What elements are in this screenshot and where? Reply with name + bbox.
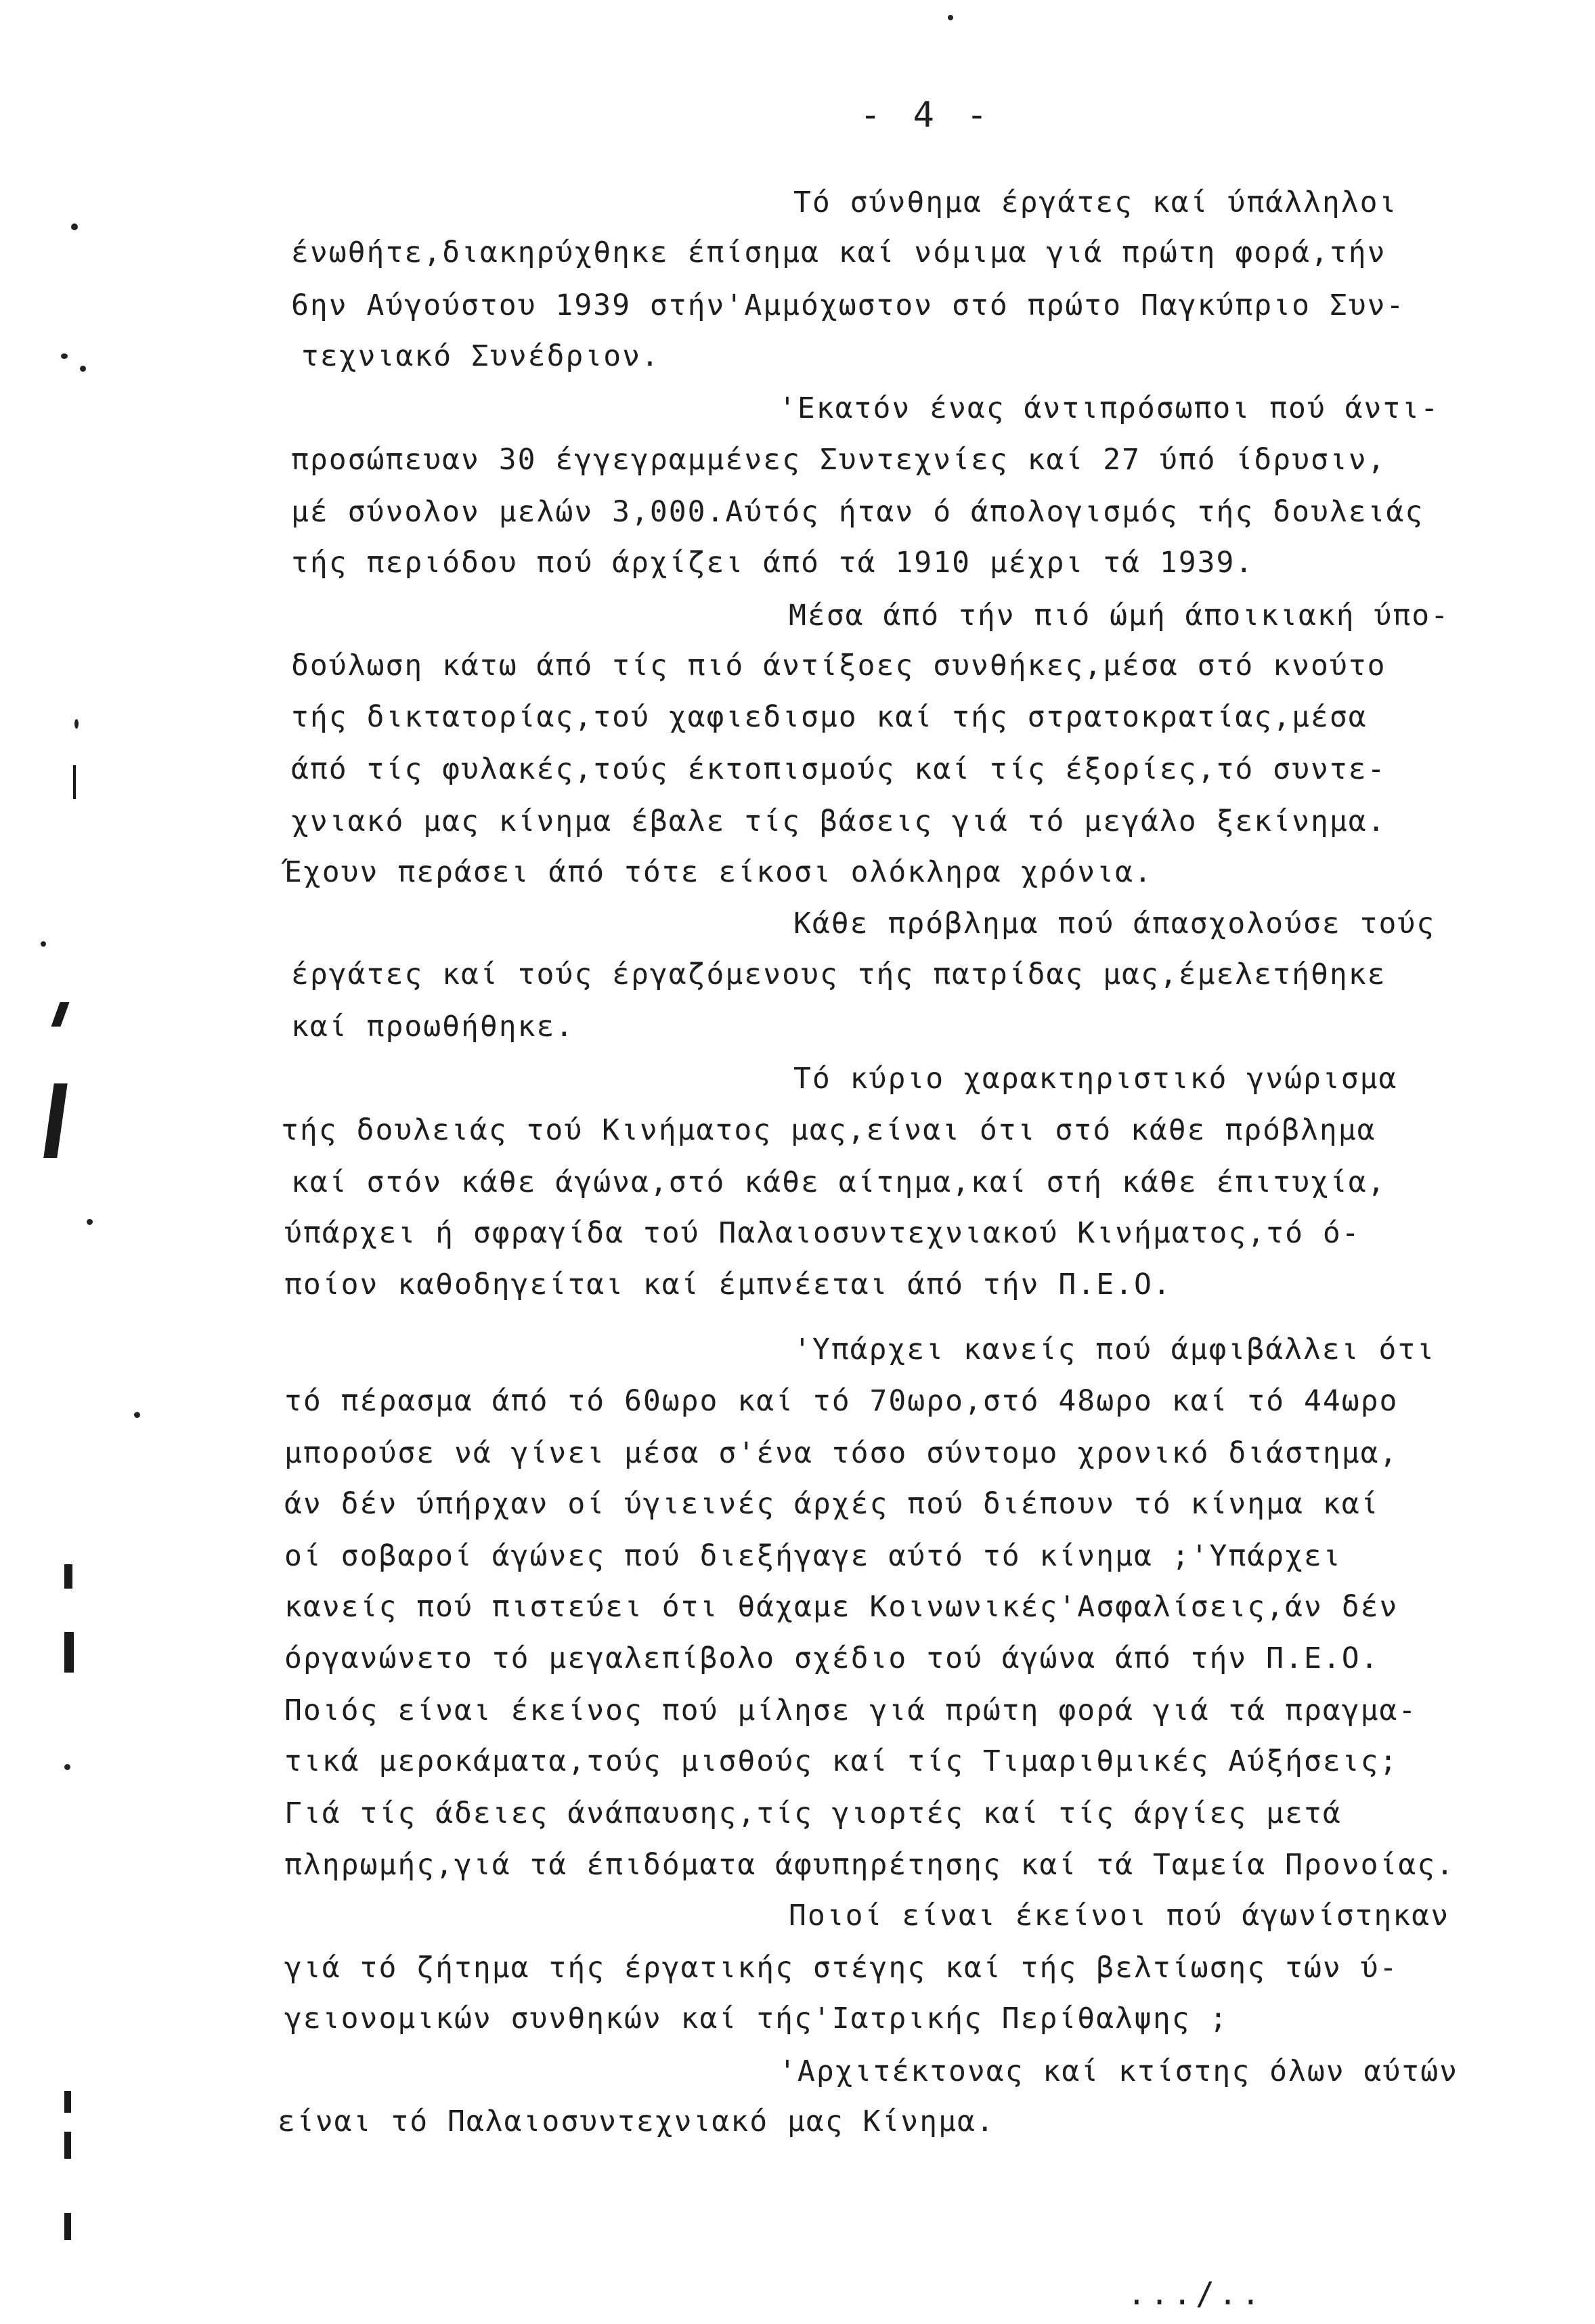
- text-line: οί σοβαροί άγώνες πού διεξήγαγε αύτό τό κίνημα ;'Υπάρχει: [284, 1539, 1342, 1573]
- text-line: Έχουν περάσει άπό τότε είκοσι ολόκληρα χρόνια.: [284, 855, 1153, 889]
- text-line: τής δουλειάς τού Κινήματος μας,είναι ότι στό κάθε πρόβλημα: [281, 1113, 1376, 1147]
- text-line: καί προωθήθηκε.: [291, 1010, 575, 1043]
- scan-mark: [73, 765, 76, 799]
- text-line: ποίον καθοδηγείται καί έμπνέεται άπό τήν Π.Ε.Ο.: [284, 1268, 1172, 1301]
- scan-mark: [64, 2091, 71, 2113]
- text-line: Τό κύριο χαρακτηριστικό γνώρισμα: [793, 1062, 1398, 1096]
- text-line: τεχνιακό Συνέδριον.: [301, 339, 660, 373]
- text-line: καί στόν κάθε άγώνα,στό κάθε αίτημα,καί στή κάθε έπιτυχία,: [291, 1165, 1386, 1199]
- text-line: 'Εκατόν ένας άντιπρόσωποι πού άντι-: [779, 391, 1440, 425]
- text-line: Κάθε πρόβλημα πού άπασχολούσε τούς: [793, 907, 1436, 941]
- text-line: άν δέν ύπήρχαν οί ύγιεινές άρχές πού διέπουν τό κίνημα καί: [284, 1487, 1380, 1521]
- text-line: 6ην Αύγούστου 1939 στήν'Αμμόχωστον στό πρώτο Παγκύπριο Συν-: [291, 288, 1405, 322]
- text-line: κανείς πού πιστεύει ότι θάχαμε Κοινωνικές'Ασφαλίσεις,άν δέν: [284, 1590, 1399, 1624]
- text-line: προσώπευαν 30 έγγεγραμμένες Συντεχνίες καί 27 ύπό ίδρυσιν,: [291, 443, 1386, 477]
- text-line: άπό τίς φυλακές,τούς έκτοπισμούς καί τίς έξορίες,τό συντε-: [291, 752, 1386, 786]
- text-line: τής περιόδου πού άρχίζει άπό τά 1910 μέχρι τά 1939.: [291, 546, 1254, 580]
- scan-speck: [134, 1412, 140, 1418]
- text-line: δούλωση κάτω άπό τίς πιό άντίξοες συνθήκες,μέσα στό κνούτο: [291, 649, 1386, 683]
- text-line: ένωθήτε,διακηρύχθηκε έπίσημα καί νόμιμα γιά πρώτη φορά,τήν: [291, 236, 1386, 270]
- continuation-mark: .../..: [1127, 2275, 1265, 2312]
- text-line: Ποιοί είναι έκείνοι πού άγωνίστηκαν: [789, 1899, 1450, 1933]
- text-line: μέ σύνολον μελών 3,000.Αύτός ήταν ό άπολογισμός τής δουλειάς: [291, 495, 1424, 529]
- scan-speck: [74, 719, 79, 729]
- text-line: Ποιός είναι έκείνος πού μίλησε γιά πρώτη φορά γιά τά πραγμα-: [284, 1694, 1418, 1727]
- text-line: πληρωμής,γιά τά έπιδόματα άφυπηρέτησης καί τά Ταμεία Προνοίας.: [284, 1848, 1456, 1882]
- scan-mark: [64, 1564, 72, 1589]
- text-line: Μέσα άπό τήν πιό ώμή άποικιακή ύπο-: [789, 599, 1450, 632]
- text-line: τό πέρασμα άπό τό 60ωρο καί τό 70ωρο,στό 48ωρο καί τό 44ωρο: [284, 1384, 1399, 1418]
- scan-speck: [87, 1219, 93, 1225]
- text-line: τικά μεροκάματα,τούς μισθούς καί τίς Τιμαριθμικές Αύξήσεις;: [284, 1744, 1399, 1778]
- page-number: - 4 -: [860, 95, 993, 135]
- scan-speck: [948, 15, 953, 20]
- scan-mark: [64, 1632, 74, 1673]
- text-line: μπορούσε νά γίνει μέσα σ'ένα τόσο σύντομο χρονικό διάστημα,: [284, 1436, 1399, 1470]
- text-line: γειονομικών συνθηκών καί τής'Ιατρικής Περίθαλψης ;: [284, 2002, 1229, 2036]
- text-line: είναι τό Παλαιοσυντεχνιακό μας Κίνημα.: [278, 2105, 995, 2138]
- text-line: έργάτες καί τούς έργαζόμενους τής πατρίδας μας,έμελετήθηκε: [291, 957, 1386, 991]
- scan-speck: [64, 1764, 70, 1770]
- text-line: 'Υπάρχει κανείς πού άμφιβάλλει ότι: [793, 1333, 1436, 1367]
- text-line: τής δικτατορίας,τού χαφιεδισμο καί τής στρατοκρατίας,μέσα: [291, 700, 1368, 734]
- scan-mark: [51, 1002, 69, 1027]
- scan-speck: [61, 353, 68, 359]
- text-line: χνιακό μας κίνημα έβαλε τίς βάσεις γιά τό μεγάλο ξεκίνημα.: [291, 804, 1386, 838]
- text-line: Τό σύνθημα έργάτες καί ύπάλληλοι: [793, 186, 1398, 219]
- scan-speck: [41, 941, 46, 947]
- text-line: 'Αρχιτέκτονας καί κτίστης όλων αύτών: [779, 2054, 1458, 2088]
- text-line: όργανώνετο τό μεγαλεπίβολο σχέδιο τού άγώνα άπό τήν Π.Ε.Ο.: [284, 1641, 1380, 1675]
- scan-speck: [80, 366, 86, 372]
- text-line: Γιά τίς άδειες άνάπαυσης,τίς γιορτές καί τίς άργίες μετά: [284, 1796, 1342, 1830]
- scan-speck: [71, 223, 78, 230]
- scan-mark: [64, 2132, 71, 2159]
- scan-mark: [43, 1083, 67, 1158]
- text-line: γιά τό ζήτημα τής έργατικής στέγης καί τής βελτίωσης τών ύ-: [284, 1951, 1399, 1985]
- text-line: ύπάρχει ή σφραγίδα τού Παλαιοσυντεχνιακού Κινήματος,τό ό-: [284, 1216, 1361, 1250]
- scan-mark: [64, 2213, 71, 2240]
